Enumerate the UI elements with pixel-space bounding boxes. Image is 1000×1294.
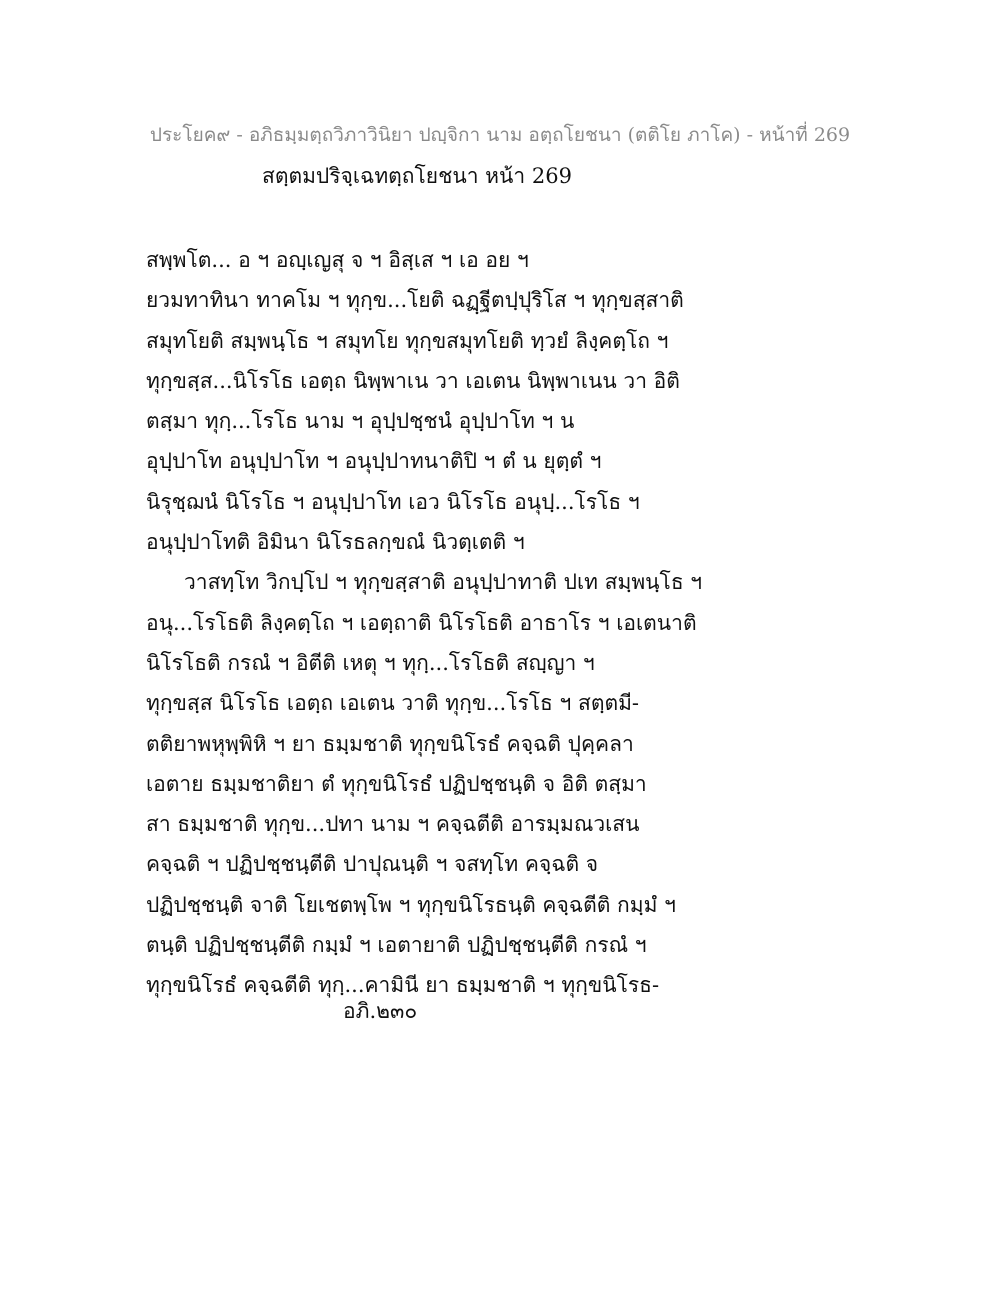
text-line: อนุ...โรโธติ ลิงฺคตฺโถ ฯ เอตฺถาติ นิโรโธติ อาธาโร ฯ เอเตนาติ: [146, 610, 697, 635]
text-line: นิรุชฺฌนํ นิโรโธ ฯ อนุปฺปาโท เอว นิโรโธ อนุปฺ...โรโธ ฯ: [146, 489, 640, 514]
text-line: สพฺพโต... อ ฯ อญฺเญสุ จ ฯ อิสฺเส ฯ เอ อย ฯ: [146, 248, 529, 272]
text-line: เอตาย ธมฺมชาติยา ตํ ทุกฺขนิโรธํ ปฏิปชฺชนฺติ จ อิติ ตสฺมา: [146, 771, 647, 796]
text-line: อนุปฺปาโทติ อิมินา นิโรธลกฺขณํ นิวตฺเตติ ฯ: [146, 530, 525, 555]
text-line: สา ธมฺมชาติ ทุกฺข...ปทา นาม ฯ คจฺฉตีติ อารมฺมณวเสน: [146, 812, 640, 837]
paragraph-start-line: วาสทฺโท วิกปฺโป ฯ ทุกฺขสฺสาติ อนุปฺปาทาติ ปเท สมฺพนฺโธ ฯ: [184, 570, 703, 595]
text-line: ทุกฺขสฺส นิโรโธ เอตฺถ เอเตน วาติ ทุกฺข...โรโธ ฯ สตฺตมี-: [146, 691, 640, 716]
body-text: [146, 240, 866, 1006]
text-line: ยวมทาทินา ทาคโม ฯ ทุกฺข...โยติ ฉฏฺฐีตปฺปุริโส ฯ ทุกฺขสฺสาติ: [146, 288, 684, 313]
text-line: อุปฺปาโท อนุปฺปาโท ฯ อนุปฺปาทนาติปิ ฯ ตํ น ยุตฺตํ ฯ: [146, 449, 602, 474]
text-line: ทุกฺขสฺส...นิโรโธ เอตฺถ นิพฺพาเน วา เอเตน นิพฺพาเนน วา อิติ: [146, 368, 680, 393]
page-footer-marker: อภิ.๒๓๐: [343, 999, 418, 1023]
text-line: ปฏิปชฺชนฺติ จาติ โยเชตพฺโพ ฯ ทุกฺขนิโรธนฺติ คจฺฉตีติ กมฺมํ ฯ: [146, 892, 676, 917]
text-line: นิโรโธติ กรณํ ฯ อิตีติ เหตุ ฯ ทุกฺ...โรโธติ สญฺญา ฯ: [146, 650, 595, 675]
text-line: ทุกฺขนิโรธํ คจฺฉตีติ ทุกฺ...คามินี ยา ธมฺมชาติ ฯ ทุกฺขนิโรธ-: [146, 973, 660, 998]
running-header: ประโยค๙ - อภิธมฺมตฺถวิภาวินิยา ปญฺจิกา นาม อตฺถโยชนา (ตติโย ภาโค) - หน้าที่ 269: [149, 124, 851, 146]
text-line: ตสฺมา ทุกฺ...โรโธ นาม ฯ อุปฺปชฺชนํ อุปฺปาโท ฯ น: [146, 409, 575, 434]
text-line: คจฺฉติ ฯ ปฏิปชฺชนฺตีติ ปาปุณนฺติ ฯ จสทฺโท คจฺฉติ จ: [146, 852, 599, 877]
text-line: สมุทโยติ สมฺพนฺโธ ฯ สมุทโย ทุกฺขสมุทโยติ ทฺวยํ ลิงฺคตฺโถ ฯ: [146, 328, 669, 353]
section-title: สตฺตมปริจฺเฉทตฺถโยชนา หน้า 269: [262, 164, 572, 188]
text-line: ตติยาพหุพฺพิหิ ฯ ยา ธมฺมชาติ ทุกฺขนิโรธํ คจฺฉติ ปุคฺคลา: [146, 731, 634, 756]
text-line: ตนฺติ ปฏิปชฺชนฺตีติ กมฺมํ ฯ เอตายาติ ปฏิปชฺชนฺตีติ กรณํ ฯ: [146, 933, 647, 958]
